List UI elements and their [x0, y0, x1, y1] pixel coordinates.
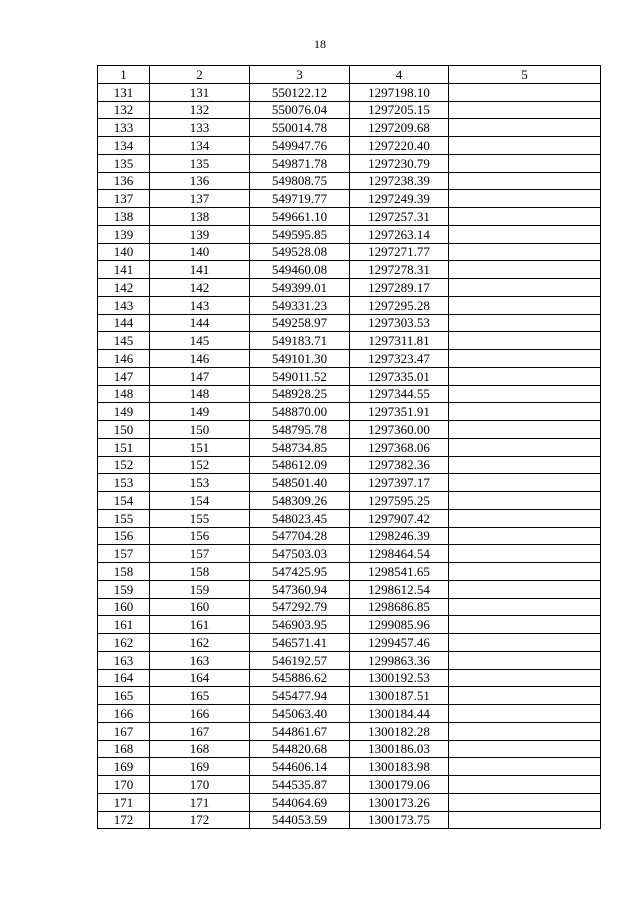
- x-coordinate-cell: 549258.97: [250, 314, 350, 332]
- x-coordinate-cell: 549947.76: [250, 137, 350, 155]
- point-id-cell: 141: [150, 261, 250, 279]
- y-coordinate-cell: 1300173.75: [350, 811, 449, 829]
- point-id-cell: 135: [150, 154, 250, 172]
- table-row: [98, 261, 601, 279]
- column-header-4: 4: [350, 66, 449, 84]
- x-coordinate-cell: 544606.14: [250, 758, 350, 776]
- point-number-cell: 171: [98, 793, 150, 811]
- x-coordinate-cell: 547292.79: [250, 598, 350, 616]
- x-coordinate-cell: 547503.03: [250, 545, 350, 563]
- table-row: [98, 616, 601, 634]
- note-cell: [449, 651, 601, 669]
- y-coordinate-cell: 1300184.44: [350, 705, 449, 723]
- point-number-cell: 146: [98, 350, 150, 368]
- y-coordinate-cell: 1298686.85: [350, 598, 449, 616]
- x-coordinate-cell: 547704.28: [250, 527, 350, 545]
- y-coordinate-cell: 1297257.31: [350, 208, 449, 226]
- x-coordinate-cell: 550014.78: [250, 119, 350, 137]
- note-cell: [449, 137, 601, 155]
- x-coordinate-cell: 548023.45: [250, 509, 350, 527]
- note-cell: [449, 740, 601, 758]
- note-cell: [449, 314, 601, 332]
- point-number-cell: 138: [98, 208, 150, 226]
- point-number-cell: 166: [98, 705, 150, 723]
- point-number-cell: 152: [98, 456, 150, 474]
- point-id-cell: 137: [150, 190, 250, 208]
- x-coordinate-cell: 544861.67: [250, 722, 350, 740]
- point-number-cell: 143: [98, 296, 150, 314]
- note-cell: [449, 119, 601, 137]
- table-row: [98, 740, 601, 758]
- note-cell: [449, 527, 601, 545]
- note-cell: [449, 296, 601, 314]
- table-row: [98, 190, 601, 208]
- table-row: [98, 758, 601, 776]
- point-number-cell: 172: [98, 811, 150, 829]
- y-coordinate-cell: 1297311.81: [350, 332, 449, 350]
- y-coordinate-cell: 1300182.28: [350, 722, 449, 740]
- table-row: [98, 492, 601, 510]
- table-row: [98, 634, 601, 652]
- note-cell: [449, 421, 601, 439]
- point-id-cell: 136: [150, 172, 250, 190]
- point-number-cell: 135: [98, 154, 150, 172]
- point-id-cell: 143: [150, 296, 250, 314]
- x-coordinate-cell: 548612.09: [250, 456, 350, 474]
- table-row: [98, 367, 601, 385]
- x-coordinate-cell: 546903.95: [250, 616, 350, 634]
- coordinates-table: [97, 65, 601, 829]
- table-row: [98, 208, 601, 226]
- x-coordinate-cell: 545886.62: [250, 669, 350, 687]
- point-number-cell: 140: [98, 243, 150, 261]
- table-row: [98, 509, 601, 527]
- y-coordinate-cell: 1299457.46: [350, 634, 449, 652]
- point-number-cell: 160: [98, 598, 150, 616]
- table-row: [98, 811, 601, 829]
- note-cell: [449, 225, 601, 243]
- note-cell: [449, 83, 601, 101]
- point-id-cell: 167: [150, 722, 250, 740]
- point-number-cell: 142: [98, 279, 150, 297]
- y-coordinate-cell: 1297205.15: [350, 101, 449, 119]
- point-number-cell: 170: [98, 776, 150, 794]
- point-number-cell: 148: [98, 385, 150, 403]
- note-cell: [449, 705, 601, 723]
- point-id-cell: 158: [150, 563, 250, 581]
- table-row: [98, 793, 601, 811]
- point-number-cell: 134: [98, 137, 150, 155]
- point-number-cell: 162: [98, 634, 150, 652]
- table-row: [98, 776, 601, 794]
- point-id-cell: 146: [150, 350, 250, 368]
- note-cell: [449, 279, 601, 297]
- point-number-cell: 136: [98, 172, 150, 190]
- y-coordinate-cell: 1297295.28: [350, 296, 449, 314]
- point-number-cell: 133: [98, 119, 150, 137]
- y-coordinate-cell: 1297351.91: [350, 403, 449, 421]
- point-number-cell: 169: [98, 758, 150, 776]
- x-coordinate-cell: 549528.08: [250, 243, 350, 261]
- y-coordinate-cell: 1300179.06: [350, 776, 449, 794]
- note-cell: [449, 793, 601, 811]
- point-number-cell: 147: [98, 367, 150, 385]
- note-cell: [449, 172, 601, 190]
- point-number-cell: 157: [98, 545, 150, 563]
- y-coordinate-cell: 1297198.10: [350, 83, 449, 101]
- x-coordinate-cell: 544820.68: [250, 740, 350, 758]
- point-id-cell: 151: [150, 438, 250, 456]
- note-cell: [449, 190, 601, 208]
- point-number-cell: 137: [98, 190, 150, 208]
- point-number-cell: 165: [98, 687, 150, 705]
- point-number-cell: 141: [98, 261, 150, 279]
- point-id-cell: 162: [150, 634, 250, 652]
- y-coordinate-cell: 1297335.01: [350, 367, 449, 385]
- table-row: [98, 669, 601, 687]
- note-cell: [449, 438, 601, 456]
- point-number-cell: 168: [98, 740, 150, 758]
- note-cell: [449, 580, 601, 598]
- point-id-cell: 161: [150, 616, 250, 634]
- header-row: [98, 66, 601, 84]
- y-coordinate-cell: 1297344.55: [350, 385, 449, 403]
- y-coordinate-cell: 1297323.47: [350, 350, 449, 368]
- point-id-cell: 156: [150, 527, 250, 545]
- table-row: [98, 403, 601, 421]
- note-cell: [449, 261, 601, 279]
- y-coordinate-cell: 1297360.00: [350, 421, 449, 439]
- x-coordinate-cell: 549011.52: [250, 367, 350, 385]
- x-coordinate-cell: 548734.85: [250, 438, 350, 456]
- point-id-cell: 152: [150, 456, 250, 474]
- x-coordinate-cell: 548928.25: [250, 385, 350, 403]
- x-coordinate-cell: 548501.40: [250, 474, 350, 492]
- point-number-cell: 145: [98, 332, 150, 350]
- point-number-cell: 159: [98, 580, 150, 598]
- note-cell: [449, 350, 601, 368]
- table-row: [98, 279, 601, 297]
- x-coordinate-cell: 549399.01: [250, 279, 350, 297]
- note-cell: [449, 367, 601, 385]
- x-coordinate-cell: 550122.12: [250, 83, 350, 101]
- point-number-cell: 151: [98, 438, 150, 456]
- x-coordinate-cell: 548309.26: [250, 492, 350, 510]
- point-id-cell: 139: [150, 225, 250, 243]
- y-coordinate-cell: 1300186.03: [350, 740, 449, 758]
- table-row: [98, 598, 601, 616]
- point-id-cell: 145: [150, 332, 250, 350]
- y-coordinate-cell: 1297278.31: [350, 261, 449, 279]
- x-coordinate-cell: 549661.10: [250, 208, 350, 226]
- y-coordinate-cell: 1298541.65: [350, 563, 449, 581]
- point-number-cell: 131: [98, 83, 150, 101]
- y-coordinate-cell: 1297220.40: [350, 137, 449, 155]
- table-row: [98, 474, 601, 492]
- note-cell: [449, 456, 601, 474]
- point-number-cell: 156: [98, 527, 150, 545]
- y-coordinate-cell: 1297382.36: [350, 456, 449, 474]
- table-header: [98, 66, 601, 84]
- y-coordinate-cell: 1297289.17: [350, 279, 449, 297]
- note-cell: [449, 545, 601, 563]
- table-row: [98, 119, 601, 137]
- x-coordinate-cell: 550076.04: [250, 101, 350, 119]
- point-number-cell: 144: [98, 314, 150, 332]
- note-cell: [449, 776, 601, 794]
- x-coordinate-cell: 549460.08: [250, 261, 350, 279]
- note-cell: [449, 385, 601, 403]
- y-coordinate-cell: 1297595.25: [350, 492, 449, 510]
- note-cell: [449, 811, 601, 829]
- point-id-cell: 159: [150, 580, 250, 598]
- point-number-cell: 164: [98, 669, 150, 687]
- x-coordinate-cell: 549101.30: [250, 350, 350, 368]
- point-id-cell: 172: [150, 811, 250, 829]
- point-number-cell: 161: [98, 616, 150, 634]
- x-coordinate-cell: 549808.75: [250, 172, 350, 190]
- table-row: [98, 332, 601, 350]
- point-id-cell: 134: [150, 137, 250, 155]
- table-row: [98, 154, 601, 172]
- point-number-cell: 139: [98, 225, 150, 243]
- page-number: 18: [314, 37, 326, 51]
- note-cell: [449, 332, 601, 350]
- point-number-cell: 153: [98, 474, 150, 492]
- y-coordinate-cell: 1297907.42: [350, 509, 449, 527]
- point-id-cell: 148: [150, 385, 250, 403]
- column-header-2: 2: [150, 66, 250, 84]
- y-coordinate-cell: 1299863.36: [350, 651, 449, 669]
- y-coordinate-cell: 1297271.77: [350, 243, 449, 261]
- table-row: [98, 438, 601, 456]
- point-id-cell: 150: [150, 421, 250, 439]
- point-number-cell: 132: [98, 101, 150, 119]
- point-id-cell: 138: [150, 208, 250, 226]
- point-number-cell: 167: [98, 722, 150, 740]
- y-coordinate-cell: 1297368.06: [350, 438, 449, 456]
- note-cell: [449, 669, 601, 687]
- y-coordinate-cell: 1297238.39: [350, 172, 449, 190]
- point-id-cell: 133: [150, 119, 250, 137]
- note-cell: [449, 243, 601, 261]
- note-cell: [449, 509, 601, 527]
- table-row: [98, 225, 601, 243]
- note-cell: [449, 101, 601, 119]
- x-coordinate-cell: 545477.94: [250, 687, 350, 705]
- x-coordinate-cell: 549871.78: [250, 154, 350, 172]
- table-row: [98, 101, 601, 119]
- x-coordinate-cell: 548795.78: [250, 421, 350, 439]
- note-cell: [449, 616, 601, 634]
- x-coordinate-cell: 544053.59: [250, 811, 350, 829]
- point-id-cell: 147: [150, 367, 250, 385]
- point-id-cell: 149: [150, 403, 250, 421]
- note-cell: [449, 492, 601, 510]
- note-cell: [449, 722, 601, 740]
- y-coordinate-cell: 1297303.53: [350, 314, 449, 332]
- table-row: [98, 563, 601, 581]
- y-coordinate-cell: 1297249.39: [350, 190, 449, 208]
- table-row: [98, 687, 601, 705]
- point-id-cell: 131: [150, 83, 250, 101]
- table-row: [98, 705, 601, 723]
- note-cell: [449, 598, 601, 616]
- x-coordinate-cell: 546192.57: [250, 651, 350, 669]
- point-id-cell: 171: [150, 793, 250, 811]
- x-coordinate-cell: 549331.23: [250, 296, 350, 314]
- table-row: [98, 545, 601, 563]
- table-row: [98, 722, 601, 740]
- table-row: [98, 456, 601, 474]
- y-coordinate-cell: 1300183.98: [350, 758, 449, 776]
- y-coordinate-cell: 1299085.96: [350, 616, 449, 634]
- point-id-cell: 165: [150, 687, 250, 705]
- note-cell: [449, 474, 601, 492]
- y-coordinate-cell: 1300187.51: [350, 687, 449, 705]
- point-id-cell: 154: [150, 492, 250, 510]
- point-id-cell: 169: [150, 758, 250, 776]
- table-row: [98, 350, 601, 368]
- x-coordinate-cell: 545063.40: [250, 705, 350, 723]
- point-number-cell: 155: [98, 509, 150, 527]
- point-number-cell: 163: [98, 651, 150, 669]
- point-id-cell: 166: [150, 705, 250, 723]
- point-id-cell: 164: [150, 669, 250, 687]
- y-coordinate-cell: 1298612.54: [350, 580, 449, 598]
- table-row: [98, 83, 601, 101]
- y-coordinate-cell: 1297209.68: [350, 119, 449, 137]
- table-row: [98, 172, 601, 190]
- x-coordinate-cell: 549595.85: [250, 225, 350, 243]
- point-id-cell: 142: [150, 279, 250, 297]
- point-id-cell: 153: [150, 474, 250, 492]
- point-id-cell: 157: [150, 545, 250, 563]
- x-coordinate-cell: 547425.95: [250, 563, 350, 581]
- table-row: [98, 243, 601, 261]
- y-coordinate-cell: 1297230.79: [350, 154, 449, 172]
- table-row: [98, 580, 601, 598]
- y-coordinate-cell: 1300173.26: [350, 793, 449, 811]
- table-row: [98, 651, 601, 669]
- point-id-cell: 168: [150, 740, 250, 758]
- y-coordinate-cell: 1300192.53: [350, 669, 449, 687]
- point-id-cell: 160: [150, 598, 250, 616]
- point-id-cell: 132: [150, 101, 250, 119]
- point-number-cell: 149: [98, 403, 150, 421]
- table-row: [98, 137, 601, 155]
- point-id-cell: 163: [150, 651, 250, 669]
- note-cell: [449, 208, 601, 226]
- table-row: [98, 527, 601, 545]
- x-coordinate-cell: 548870.00: [250, 403, 350, 421]
- y-coordinate-cell: 1298464.54: [350, 545, 449, 563]
- column-header-5: 5: [449, 66, 601, 84]
- point-id-cell: 144: [150, 314, 250, 332]
- y-coordinate-cell: 1298246.39: [350, 527, 449, 545]
- note-cell: [449, 758, 601, 776]
- x-coordinate-cell: 546571.41: [250, 634, 350, 652]
- note-cell: [449, 154, 601, 172]
- table-row: [98, 385, 601, 403]
- note-cell: [449, 687, 601, 705]
- x-coordinate-cell: 544064.69: [250, 793, 350, 811]
- point-id-cell: 140: [150, 243, 250, 261]
- x-coordinate-cell: 544535.87: [250, 776, 350, 794]
- y-coordinate-cell: 1297263.14: [350, 225, 449, 243]
- table-body: [98, 83, 601, 829]
- y-coordinate-cell: 1297397.17: [350, 474, 449, 492]
- x-coordinate-cell: 547360.94: [250, 580, 350, 598]
- point-id-cell: 170: [150, 776, 250, 794]
- column-header-1: 1: [98, 66, 150, 84]
- note-cell: [449, 403, 601, 421]
- point-number-cell: 150: [98, 421, 150, 439]
- table-row: [98, 421, 601, 439]
- column-header-3: 3: [250, 66, 350, 84]
- point-number-cell: 158: [98, 563, 150, 581]
- point-number-cell: 154: [98, 492, 150, 510]
- table-row: [98, 296, 601, 314]
- point-id-cell: 155: [150, 509, 250, 527]
- x-coordinate-cell: 549183.71: [250, 332, 350, 350]
- table-row: [98, 314, 601, 332]
- note-cell: [449, 634, 601, 652]
- x-coordinate-cell: 549719.77: [250, 190, 350, 208]
- note-cell: [449, 563, 601, 581]
